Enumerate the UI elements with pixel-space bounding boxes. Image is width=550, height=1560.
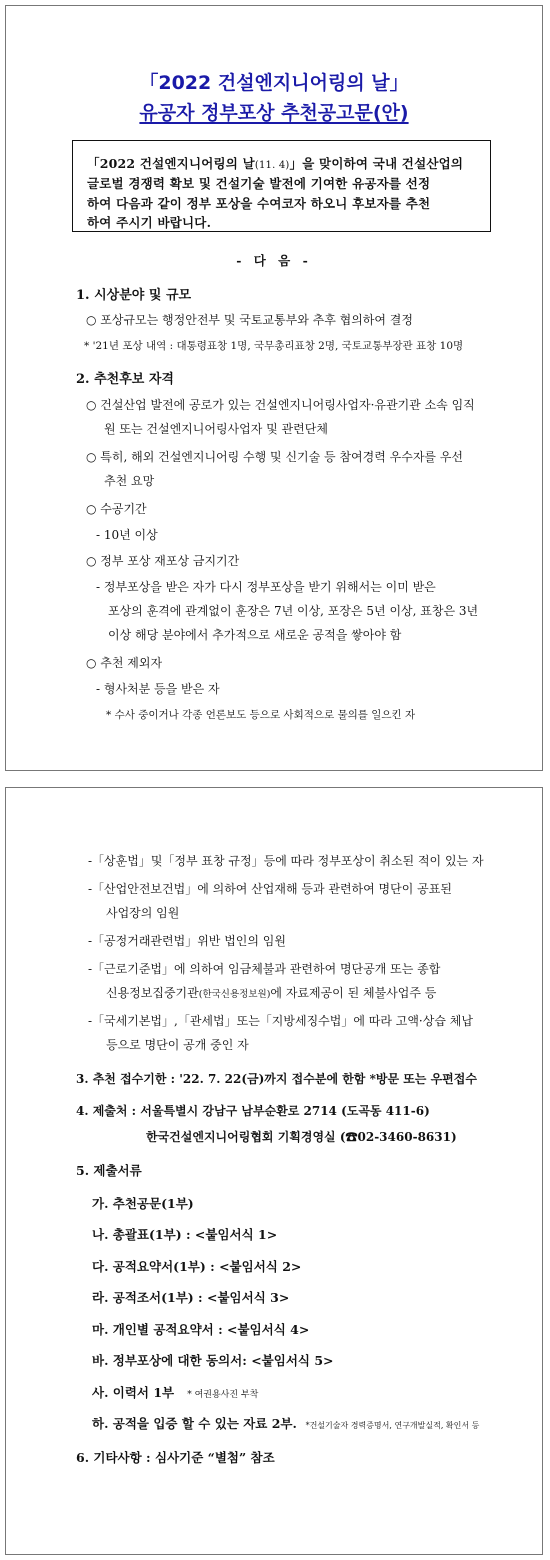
section-2-item-5-note: * 수사 중이거나 각종 언론보도 등으로 사회적으로 물의를 일으킨 자: [106, 709, 416, 721]
exclusion-2-line-1: -「산업안전보건법」에 의하여 산업재해 등과 관련하여 명단이 공표된: [88, 882, 452, 896]
section-2-item-2-line-1: ○ 특히, 해외 건설엔지니어링 수행 및 신기술 등 참여경력 우수자를 우선: [86, 450, 464, 464]
section-2-item-4-sub-line-1: - 정부포상을 받은 자가 다시 정부포상을 받기 위해서는 이미 받은: [96, 580, 436, 594]
doc-ha-note: *건설기술자 경력증명서, 연구개발실적, 확인서 등: [305, 1421, 480, 1430]
intro-box: [72, 140, 491, 232]
section-2-item-5: ○ 추천 제외자: [86, 656, 163, 670]
section-2-item-4-sub-line-2: 포상의 훈격에 관계없이 훈장은 7년 이상, 포장은 5년 이상, 표창은 3년: [108, 604, 479, 618]
document-page-1: [5, 5, 543, 771]
document-page-2: [5, 787, 543, 1555]
exclusion-5-line-1: -「국세기본법」,「관세법」또는「지방세징수법」에 따라 고액·상습 체납: [88, 1014, 473, 1028]
section-2-item-4: ○ 정부 포상 재포상 금지기간: [86, 554, 240, 568]
intro-line-4: 하여 주시기 바랍니다.: [87, 215, 212, 230]
exclusion-4-line-2: [106, 984, 436, 1001]
section-5-heading: 5. 제출서류: [76, 1163, 142, 1178]
exclusion-4-line-2-a: 신용정보집중기관: [106, 986, 199, 1000]
intro-line-2: 글로벌 경쟁력 확보 및 건설기술 발전에 기여한 유공자를 선정: [87, 176, 431, 191]
exclusion-1: -「상훈법」및「정부 표창 규정」등에 따라 정부포상이 취소된 적이 있는 자: [88, 854, 484, 868]
doc-ha: [92, 1414, 479, 1432]
section-4-line-2: 한국건설엔지니어링협회 기획경영실 (☎02-3460-8631): [146, 1130, 457, 1144]
section-2-item-4-sub-line-3: 이상 해당 분야에서 추가적으로 새로운 공적을 쌓아야 함: [108, 628, 402, 642]
exclusion-5-line-2: 등으로 명단이 공개 중인 자: [106, 1038, 249, 1052]
section-1-note-1: * '21년 포상 내역 : 대통령표창 1명, 국무총리표창 2명, 국토교통부장관 표창 10명: [84, 340, 464, 352]
intro-line-1-a: 「2022 건설엔지니어링의 날: [87, 156, 255, 171]
doc-sa-label: 사. 이력서 1부: [92, 1385, 175, 1400]
section-2-item-3: ○ 수공기간: [86, 502, 147, 516]
exclusion-2-line-2: 사업장의 임원: [106, 906, 180, 920]
dadeum-heading: - 다 음 -: [236, 253, 312, 268]
intro-line-1: [87, 154, 463, 172]
doc-sa: [92, 1383, 258, 1401]
title-line-2: 유공자 정부포상 추천공고문(안): [139, 102, 409, 124]
exclusion-3: -「공정거래관련법」위반 법인의 임원: [88, 934, 286, 948]
intro-line-3: 하여 다음과 같이 정부 포상을 수여코자 하오니 후보자를 추천: [87, 196, 431, 211]
section-2-item-1-line-1: ○ 건설산업 발전에 공로가 있는 건설엔지니어링사업자·유관기관 소속 임직: [86, 398, 475, 412]
doc-na: 나. 총괄표(1부) : <붙임서식 1>: [92, 1227, 278, 1242]
section-4-line-1: 4. 제출처 : 서울특별시 강남구 남부순환로 2714 (도곡동 411-6): [76, 1104, 430, 1118]
section-3: 3. 추천 접수기한 : '22. 7. 22(금)까지 접수분에 한함 *방문 또는 우편접수: [76, 1072, 477, 1086]
doc-ga: 가. 추천공문(1부): [92, 1196, 194, 1211]
doc-ma: 마. 개인별 공적요약서 : <붙임서식 4>: [92, 1322, 310, 1337]
intro-date: (11. 4): [254, 160, 290, 171]
doc-sa-note: * 여권용사진 부착: [187, 1390, 259, 1400]
doc-ha-label: 하. 공적을 입증 할 수 있는 자료 2부.: [92, 1416, 297, 1431]
doc-da: 다. 공적요약서(1부) : <붙임서식 2>: [92, 1259, 302, 1274]
exclusion-4-line-1: -「근로기준법」에 의하여 임금체불과 관련하여 명단공개 또는 종합: [88, 962, 441, 976]
doc-ba: 바. 정부포상에 대한 동의서: <붙임서식 5>: [92, 1353, 334, 1368]
section-2-item-5-sub: - 형사처분 등을 받은 자: [96, 682, 220, 696]
section-2-item-2-line-2: 추천 요망: [104, 474, 155, 488]
section-2-item-1-line-2: 원 또는 건설엔지니어링사업자 및 관련단체: [104, 422, 328, 436]
section-2-item-3-sub: - 10년 이상: [96, 528, 158, 542]
section-1-item-1: ○ 포상규모는 행정안전부 및 국토교통부와 추후 협의하여 결정: [86, 313, 413, 327]
section-2-heading: 2. 추천후보 자격: [76, 372, 174, 387]
intro-line-1-b: 」을 맞이하여 국내 건설산업의: [289, 156, 464, 171]
exclusion-4-line-2-c: 에 자료제공이 된 체불사업주 등: [270, 986, 437, 1000]
section-6: 6. 기타사항 : 심사기준 “별첨” 참조: [76, 1450, 275, 1465]
section-1-heading: 1. 시상분야 및 규모: [76, 288, 192, 303]
title-line-1: 「2022 건설엔지니어링의 날」: [139, 72, 409, 94]
exclusion-4-org: (한국신용정보원): [198, 989, 271, 1000]
doc-ra: 라. 공적조서(1부) : <붙임서식 3>: [92, 1290, 290, 1305]
